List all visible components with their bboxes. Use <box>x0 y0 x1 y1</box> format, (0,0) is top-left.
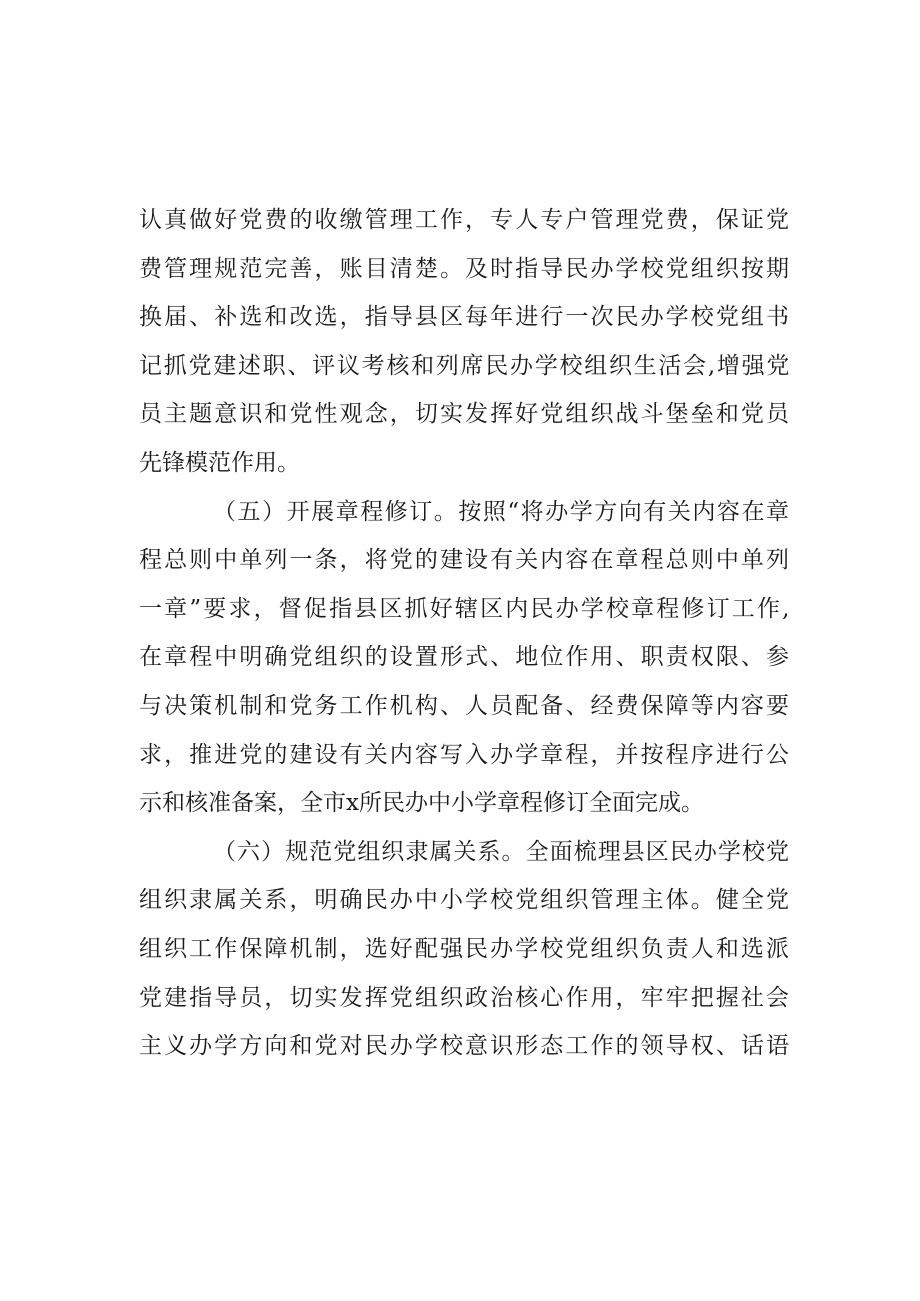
text-line: 主义办学方向和党对民办学校意识形态工作的领导权、话语 <box>139 1033 789 1060</box>
text-line: 党建指导员，切实发挥党组织政治核心作用，牢牢把握社会 <box>139 984 789 1011</box>
text-line: 程总则中单列一条，将党的建设有关内容在章程总则中单列 <box>139 547 789 574</box>
text-line: 记抓党建述职、评议考核和列席民办学校组织生活会,增强党 <box>139 352 789 379</box>
text-line: 费管理规范完善，账目清楚。及时指导民办学校党组织按期 <box>139 255 789 282</box>
text-line: 换届、补选和改选，指导县区每年进行一次民办学校党组书 <box>139 304 789 331</box>
paragraph-charter-revision <box>139 488 789 828</box>
text-line: 组织隶属关系，明确民办中小学校党组织管理主体。健全党 <box>139 887 789 914</box>
document-body <box>139 196 789 1071</box>
text-line: 认真做好党费的收缴管理工作，专人专户管理党费，保证党 <box>139 207 789 233</box>
paragraph-heading-line: （五）开展章程修订。按照“将办学方向有关内容在章 <box>213 498 789 525</box>
text-line: 示和核准备案，全市x所民办中小学章程修订全面完成。 <box>139 790 704 817</box>
text-line: 求，推进党的建设有关内容写入办学章程，并按程序进行公 <box>139 741 789 768</box>
text-line: 组织工作保障机制，选好配强民办学校党组织负责人和选派 <box>139 935 789 962</box>
paragraph-party-fee <box>139 196 789 488</box>
paragraph-affiliation <box>139 828 789 1071</box>
text-line: 先锋模范作用。 <box>139 449 300 476</box>
text-line: 员主题意识和党性观念，切实发挥好党组织战斗堡垒和党员 <box>139 401 789 428</box>
paragraph-heading-line: （六）规范党组织隶属关系。全面梳理县区民办学校党 <box>213 838 789 865</box>
text-line: 一章”要求，督促指县区抓好辖区内民办学校章程修订工作, <box>139 595 789 622</box>
text-line: 在章程中明确党组织的设置形式、地位作用、职责权限、参 <box>139 644 789 671</box>
text-line: 与决策机制和党务工作机构、人员配备、经费保障等内容要 <box>139 692 789 719</box>
